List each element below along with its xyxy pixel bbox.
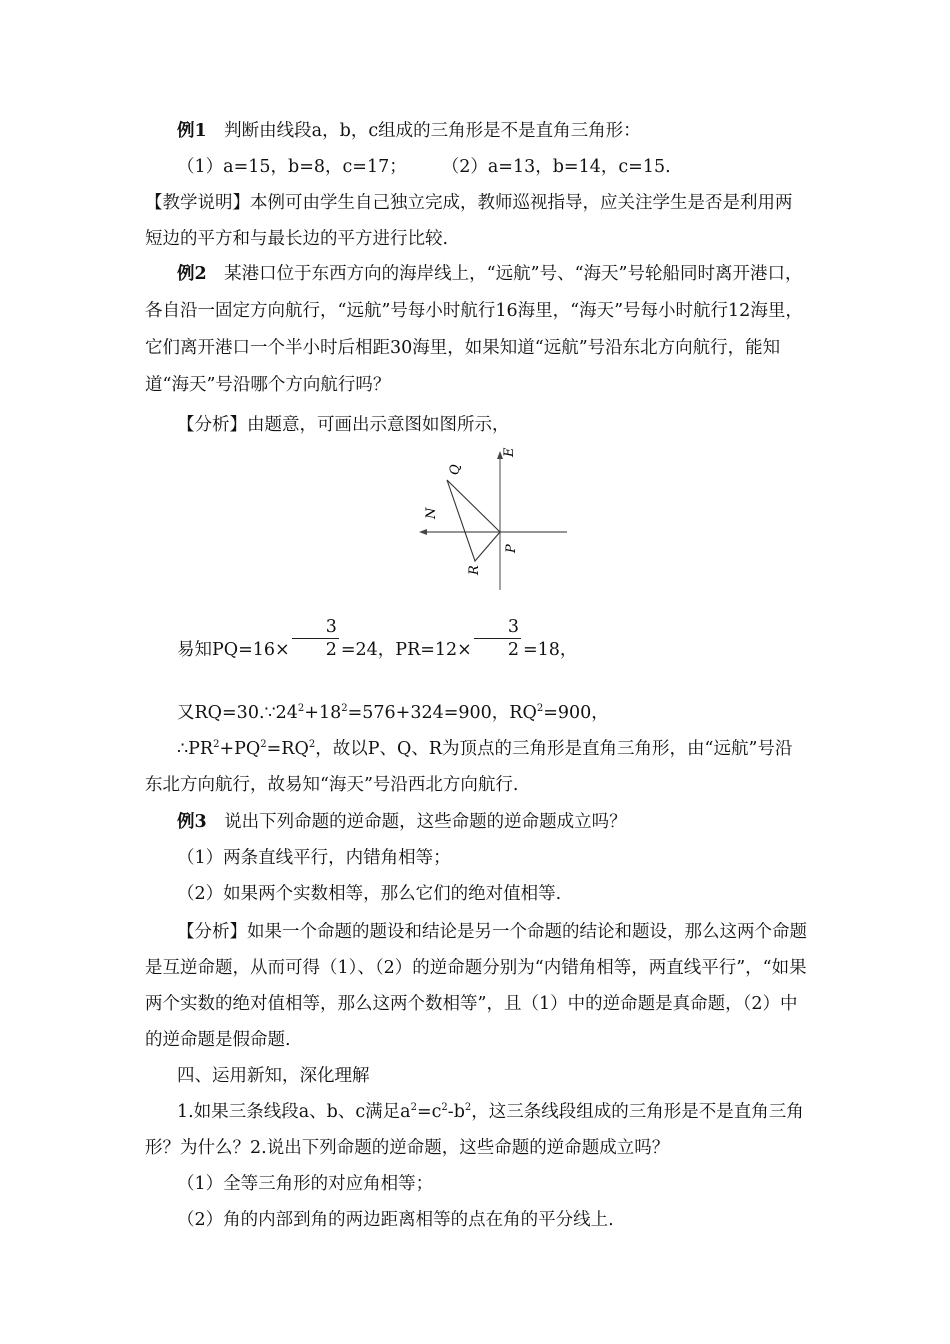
- proof: [145, 695, 807, 1238]
- label-p: P: [504, 544, 519, 553]
- formula-line: 又$RQ=30.\because 24^2+18^2=576+324=900$，$RQ^2=900$，: [177, 703, 609, 723]
- example-item: （1）两条直线平行，内错角相等；: [177, 848, 451, 868]
- exercise-item: （2）角的内部到角的两边距离相等的点在角的平分线上.: [177, 1210, 614, 1230]
- triangle-pqr: [447, 480, 500, 561]
- denominator: 2: [325, 640, 337, 660]
- analysis: 【分析】如果一个命题的题设和结论是另一个命题的结论和题设，那么这两个命题是互逆命题，从而可得（1）、（2）的逆命题分别为“内错角相等，两直线平行”，“如果两个实数的绝对值相等，那么这两个数相等”，且（1）中的逆命题是真命题，（2）中的逆命题是假命题.: [145, 922, 807, 1050]
- label-n: N: [424, 507, 439, 519]
- exercise-1: 1.如果三条线段a、b、c满足$a^2=c^2-b^2$，这三条线段组成的三角形是不是直角三角形？为什么？2.说出下列命题的逆命题，这些命题的逆命题成立吗？: [145, 1102, 804, 1158]
- label-e: E: [502, 447, 517, 457]
- example-2: [145, 256, 807, 443]
- analysis: 【分析】由题意，可画出示意图如图所示，: [177, 415, 510, 435]
- example-label: 例2: [177, 264, 207, 284]
- example-text: 某港口位于东西方向的海岸线上，“远航”号、“海天”号轮船同时离开港口，各自沿一固定方向航行，“远航”号每小时航行16海里，“海天”号每小时航行12海里，它们离开港口一个半小时后相距30海里，如果知道“远航”号沿东北方向航行，能知道“海天”号沿哪个方向航行吗？: [145, 264, 803, 395]
- exercise-item: （1）全等三角形的对应角相等；: [177, 1174, 434, 1194]
- formula-text: 易知PQ=16×: [177, 640, 290, 660]
- navigation-diagram: [405, 435, 575, 595]
- example-text: 判断由线段a，b，c组成的三角形是不是直角三角形：: [206, 121, 641, 141]
- fraction: [474, 616, 521, 661]
- north-arrow-icon: [419, 529, 427, 535]
- section-heading: 四、运用新知，深化理解: [177, 1066, 370, 1086]
- example-label: 例3: [177, 812, 207, 832]
- teaching-note: 【教学说明】本例可由学生自己独立完成，教师巡视指导，应关注学生是否是利用两短边的平方和与最长边的平方进行比较.: [145, 193, 793, 249]
- conclusion: $\therefore PR^2+PQ^2=RQ^2$，故以P、Q、R为顶点的三角形是直角三角形，由“远航”号沿东北方向航行，故易知“海天”号沿西北方向航行.: [145, 739, 793, 795]
- label-r: R: [467, 565, 482, 575]
- example-text: 说出下列命题的逆命题，这些命题的逆命题成立吗？: [206, 812, 627, 832]
- example-label: 例1: [177, 121, 207, 141]
- denominator: 2: [507, 640, 519, 660]
- fraction: [292, 616, 339, 661]
- numerator: 3: [474, 616, 521, 639]
- example-item: （2）如果两个实数相等，那么它们的绝对值相等.: [177, 884, 562, 904]
- example-1: [145, 113, 807, 257]
- label-q: Q: [448, 464, 463, 475]
- example-items: （1）a=15，b=8，c=17； （2）a=13，b=14，c=15.: [177, 157, 671, 177]
- formula-text: =24，PR=12×: [340, 640, 472, 660]
- formula-text: =18，: [522, 640, 578, 660]
- formula-lengths: [145, 617, 807, 673]
- numerator: 3: [292, 616, 339, 639]
